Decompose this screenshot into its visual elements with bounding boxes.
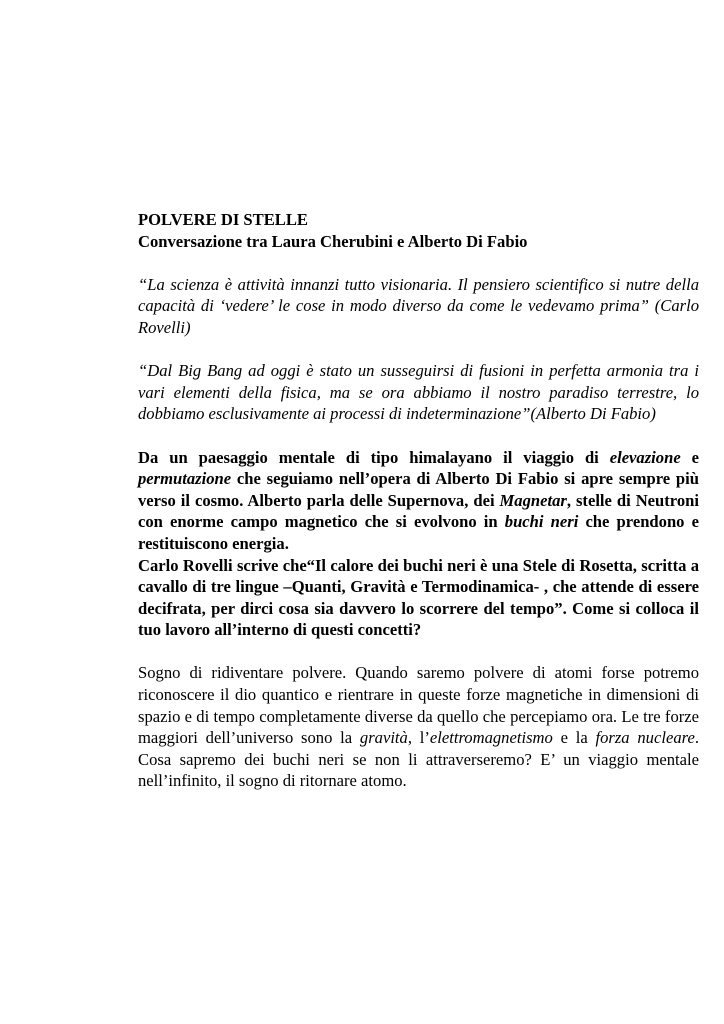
question-text: , stelle di Neutroni con enorme campo magnetico che si evolvono in	[138, 490, 699, 532]
spacer	[138, 641, 699, 663]
answer-text: . Cosa sapremo dei buchi neri se non li attraverseremo? E’ un viaggio mentale nell’infinito, il sogno di ritornare atomo.	[138, 728, 699, 791]
answer-emphasis: elettromagnetismo	[429, 728, 553, 748]
quote-rovelli: “La scienza è attività innanzi tutto visionaria. Il pensiero scientifico si nutre della capacità di ‘vedere’ le cose in modo diverso da come le vedevamo prima” (Carlo Rovelli)	[138, 274, 699, 337]
spacer	[138, 425, 699, 447]
question-paragraph-2: Carlo Rovelli scrive che“Il calore dei buchi neri è una Stele di Rosetta, scritta a cavallo di tre lingue –Quanti, Gravità e Termodinamica- , che attende di essere decifrata, per dirci cosa sia davvero lo scorrere del tempo”. Come si colloca il tuo lavoro all’interno di questi concetti?	[138, 555, 699, 640]
answer-text: Sogno di ridiventare polvere. Quando saremo polvere di atomi forse potremo riconoscere il dio quantico e rientrare in queste forze magnetiche in dimensioni di spazio e di tempo completamente diverse da quello che percepiamo ora. Le tre forze maggiori dell’universo sono la	[138, 663, 699, 748]
question-emphasis: permutazione	[138, 469, 232, 489]
answer-text: , l’	[407, 728, 430, 748]
quote-di-fabio: “Dal Big Bang ad oggi è stato un susseguirsi di fusioni in perfetta armonia tra i vari elementi della fisica, ma se ora abbiamo il nostro paradiso terrestre, lo dobbiamo esclusivamente ai processi di indeterminazione”(Alberto Di Fabio)	[138, 361, 699, 424]
question-text: Da un paesaggio mentale di tipo himalayano il viaggio di	[138, 447, 610, 467]
document-title: POLVERE DI STELLE	[138, 210, 308, 229]
spacer	[138, 339, 699, 361]
question-text: e	[680, 447, 699, 467]
document-subtitle: Conversazione tra Laura Cherubini e Alberto Di Fabio	[138, 231, 528, 251]
answer-text: e la	[552, 728, 596, 748]
question-paragraph-1	[138, 447, 699, 555]
document-page	[138, 209, 699, 792]
question-text: che prendono e restituiscono energia.	[138, 512, 699, 553]
question-emphasis: buchi neri	[504, 512, 579, 532]
interview-answer	[138, 662, 699, 792]
question-emphasis: Magnetar	[499, 490, 567, 510]
interview-question	[138, 447, 699, 641]
question-text: che seguiamo nell’opera di Alberto Di Fabio si apre sempre più verso il cosmo. Alberto parla delle Supernova, dei	[138, 469, 699, 510]
question-emphasis: elevazione	[609, 447, 681, 467]
answer-emphasis: gravità	[359, 728, 408, 748]
spacer	[138, 252, 699, 274]
answer-emphasis: forza nucleare	[595, 728, 695, 748]
